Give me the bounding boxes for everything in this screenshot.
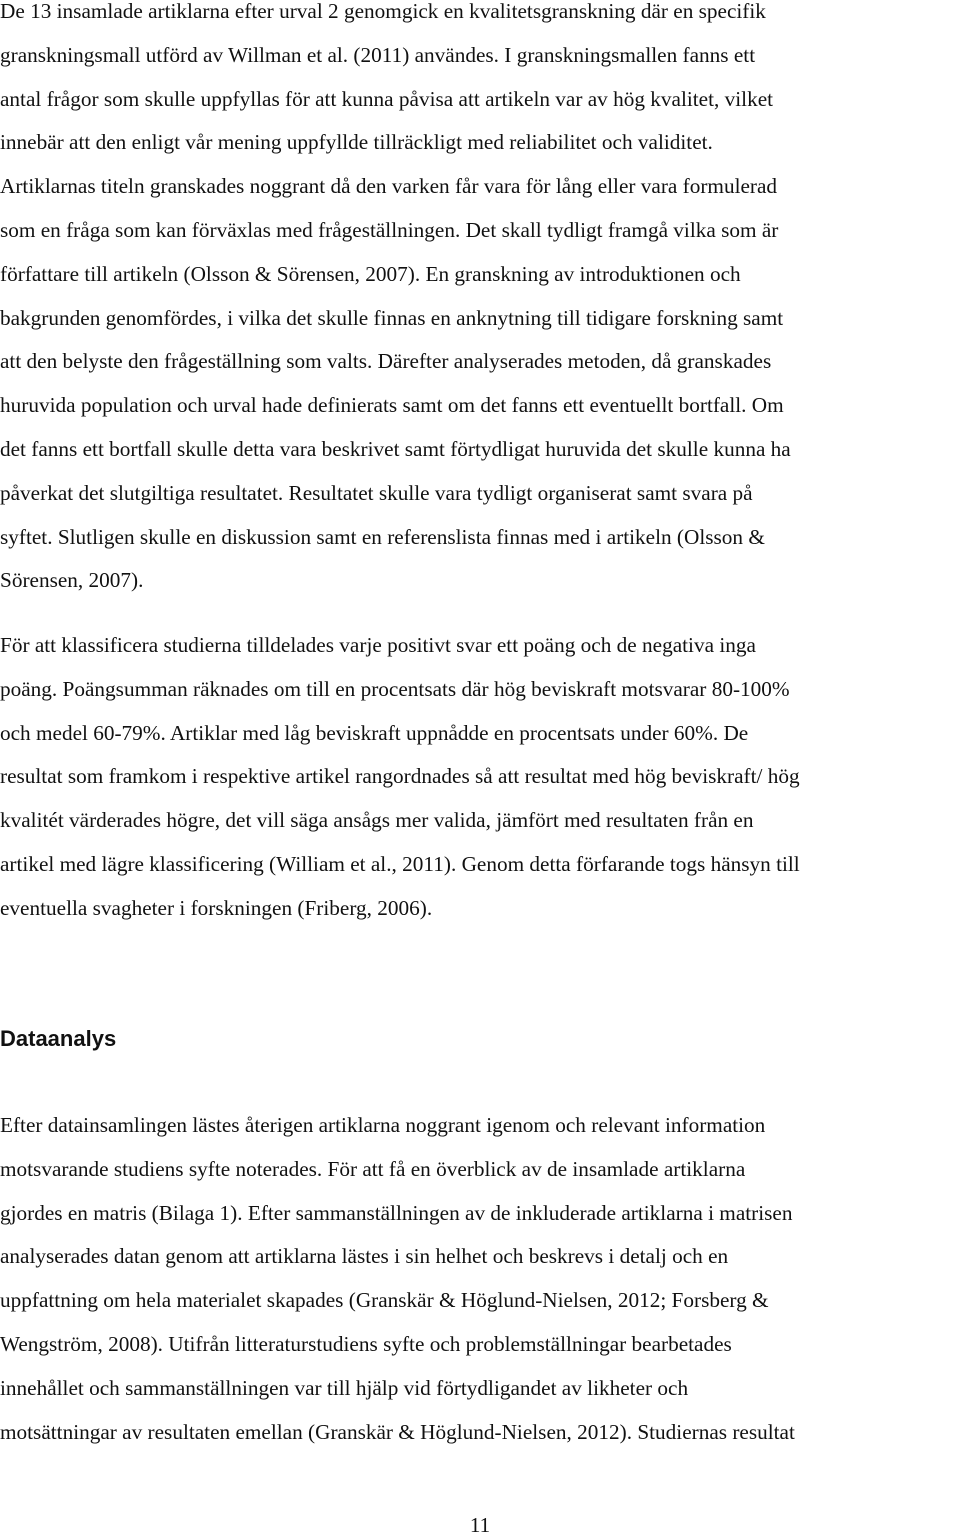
text-line: som en fråga som kan förväxlas med frågeställningen. Det skall tydligt framgå vilka som är bbox=[0, 217, 779, 242]
text-line: Wengström, 2008). Utifrån litteraturstudiens syfte och problemställningar bearbetades bbox=[0, 1331, 732, 1356]
text-line: huruvida population och urval hade definierats samt om det fanns ett eventuellt bortfall. Om bbox=[0, 393, 784, 418]
text-line: innebär att den enligt vår mening uppfyllde tillräckligt med reliabilitet och validitet. bbox=[0, 130, 713, 155]
text-line: bakgrunden genomfördes, i vilka det skulle finnas en anknytning till tidigare forskning samt bbox=[0, 305, 784, 330]
paragraph-classification bbox=[0, 624, 958, 931]
text-line: kvalitét värderades högre, det vill säga ansågs mer valida, jämfört med resultaten från en bbox=[0, 808, 754, 833]
text-line: Efter datainsamlingen lästes återigen artiklarna noggrant igenom och relevant information bbox=[0, 1113, 766, 1137]
paragraph-data-analysis bbox=[0, 1104, 958, 1454]
text-line: poäng. Poängsumman räknades om till en procentsats där hög beviskraft motsvarar 80-100% bbox=[0, 676, 790, 701]
text-line: motsättningar av resultaten emellan (Granskär & Höglund-Nielsen, 2012). Studiernas resultat bbox=[0, 1419, 795, 1444]
text-line: Artiklarnas titeln granskades noggrant då den varken får vara för lång eller vara formulerad bbox=[0, 174, 778, 199]
text-line: uppfattning om hela materialet skapades (Granskär & Höglund-Nielsen, 2012; Forsberg & bbox=[0, 1288, 769, 1313]
text-line: antal frågor som skulle uppfyllas för att kunna påvisa att artikeln var av hög kvalitet, vilket bbox=[0, 86, 774, 111]
text-line: Sörensen, 2007). bbox=[0, 568, 144, 593]
text-line: resultat som framkom i respektive artikel rangordnades så att resultat med hög beviskraft/ hög bbox=[0, 764, 800, 789]
text-line: eventuella svagheter i forskningen (Friberg, 2006). bbox=[0, 895, 433, 920]
text-line: att den belyste den frågeställning som valts. Därefter analyserades metoden, då granskades bbox=[0, 349, 772, 374]
text-line: motsvarande studiens syfte noterades. För att få en överblick av de insamlade artiklarna bbox=[0, 1156, 746, 1181]
text-line: påverkat det slutgiltiga resultatet. Resultatet skulle vara tydligt organiserat samt svara på bbox=[0, 480, 753, 505]
paragraph-quality-review bbox=[0, 0, 958, 603]
text-line: syftet. Slutligen skulle en diskussion samt en referenslista finnas med i artikeln (Olsson & bbox=[0, 524, 765, 549]
text-line: och medel 60-79%. Artiklar med låg beviskraft uppnådde en procentsats under 60%. De bbox=[0, 720, 749, 745]
section-heading: Dataanalys bbox=[0, 1026, 117, 1051]
text-line: analyserades datan genom att artiklarna lästes i sin helhet och beskrevs i detalj och en bbox=[0, 1244, 729, 1269]
page-number: 11 bbox=[469, 1513, 491, 1537]
text-line: artikel med lägre klassificering (William et al., 2011). Genom detta förfarande togs hänsyn till bbox=[0, 851, 800, 876]
text-line: gjordes en matris (Bilaga 1). Efter sammanställningen av de inkluderade artiklarna i matrisen bbox=[0, 1200, 793, 1225]
text-line: granskningsmall utförd av Willman et al. (2011) användes. I granskningsmallen fanns ett bbox=[0, 42, 756, 67]
text-line: innehållet och sammanställningen var till hjälp vid förtydligandet av likheter och bbox=[0, 1375, 689, 1400]
text-line: För att klassificera studierna tilldelades varje positivt svar ett poäng och de negativa inga bbox=[0, 633, 756, 657]
text-line: författare till artikeln (Olsson & Sörensen, 2007). En granskning av introduktionen och bbox=[0, 261, 741, 286]
text-line: De 13 insamlade artiklarna efter urval 2 genomgick en kvalitetsgranskning där en specifik bbox=[0, 0, 766, 23]
text-line: det fanns ett bortfall skulle detta vara beskrivet samt förtydligat huruvida det skulle kunna ha bbox=[0, 436, 791, 461]
